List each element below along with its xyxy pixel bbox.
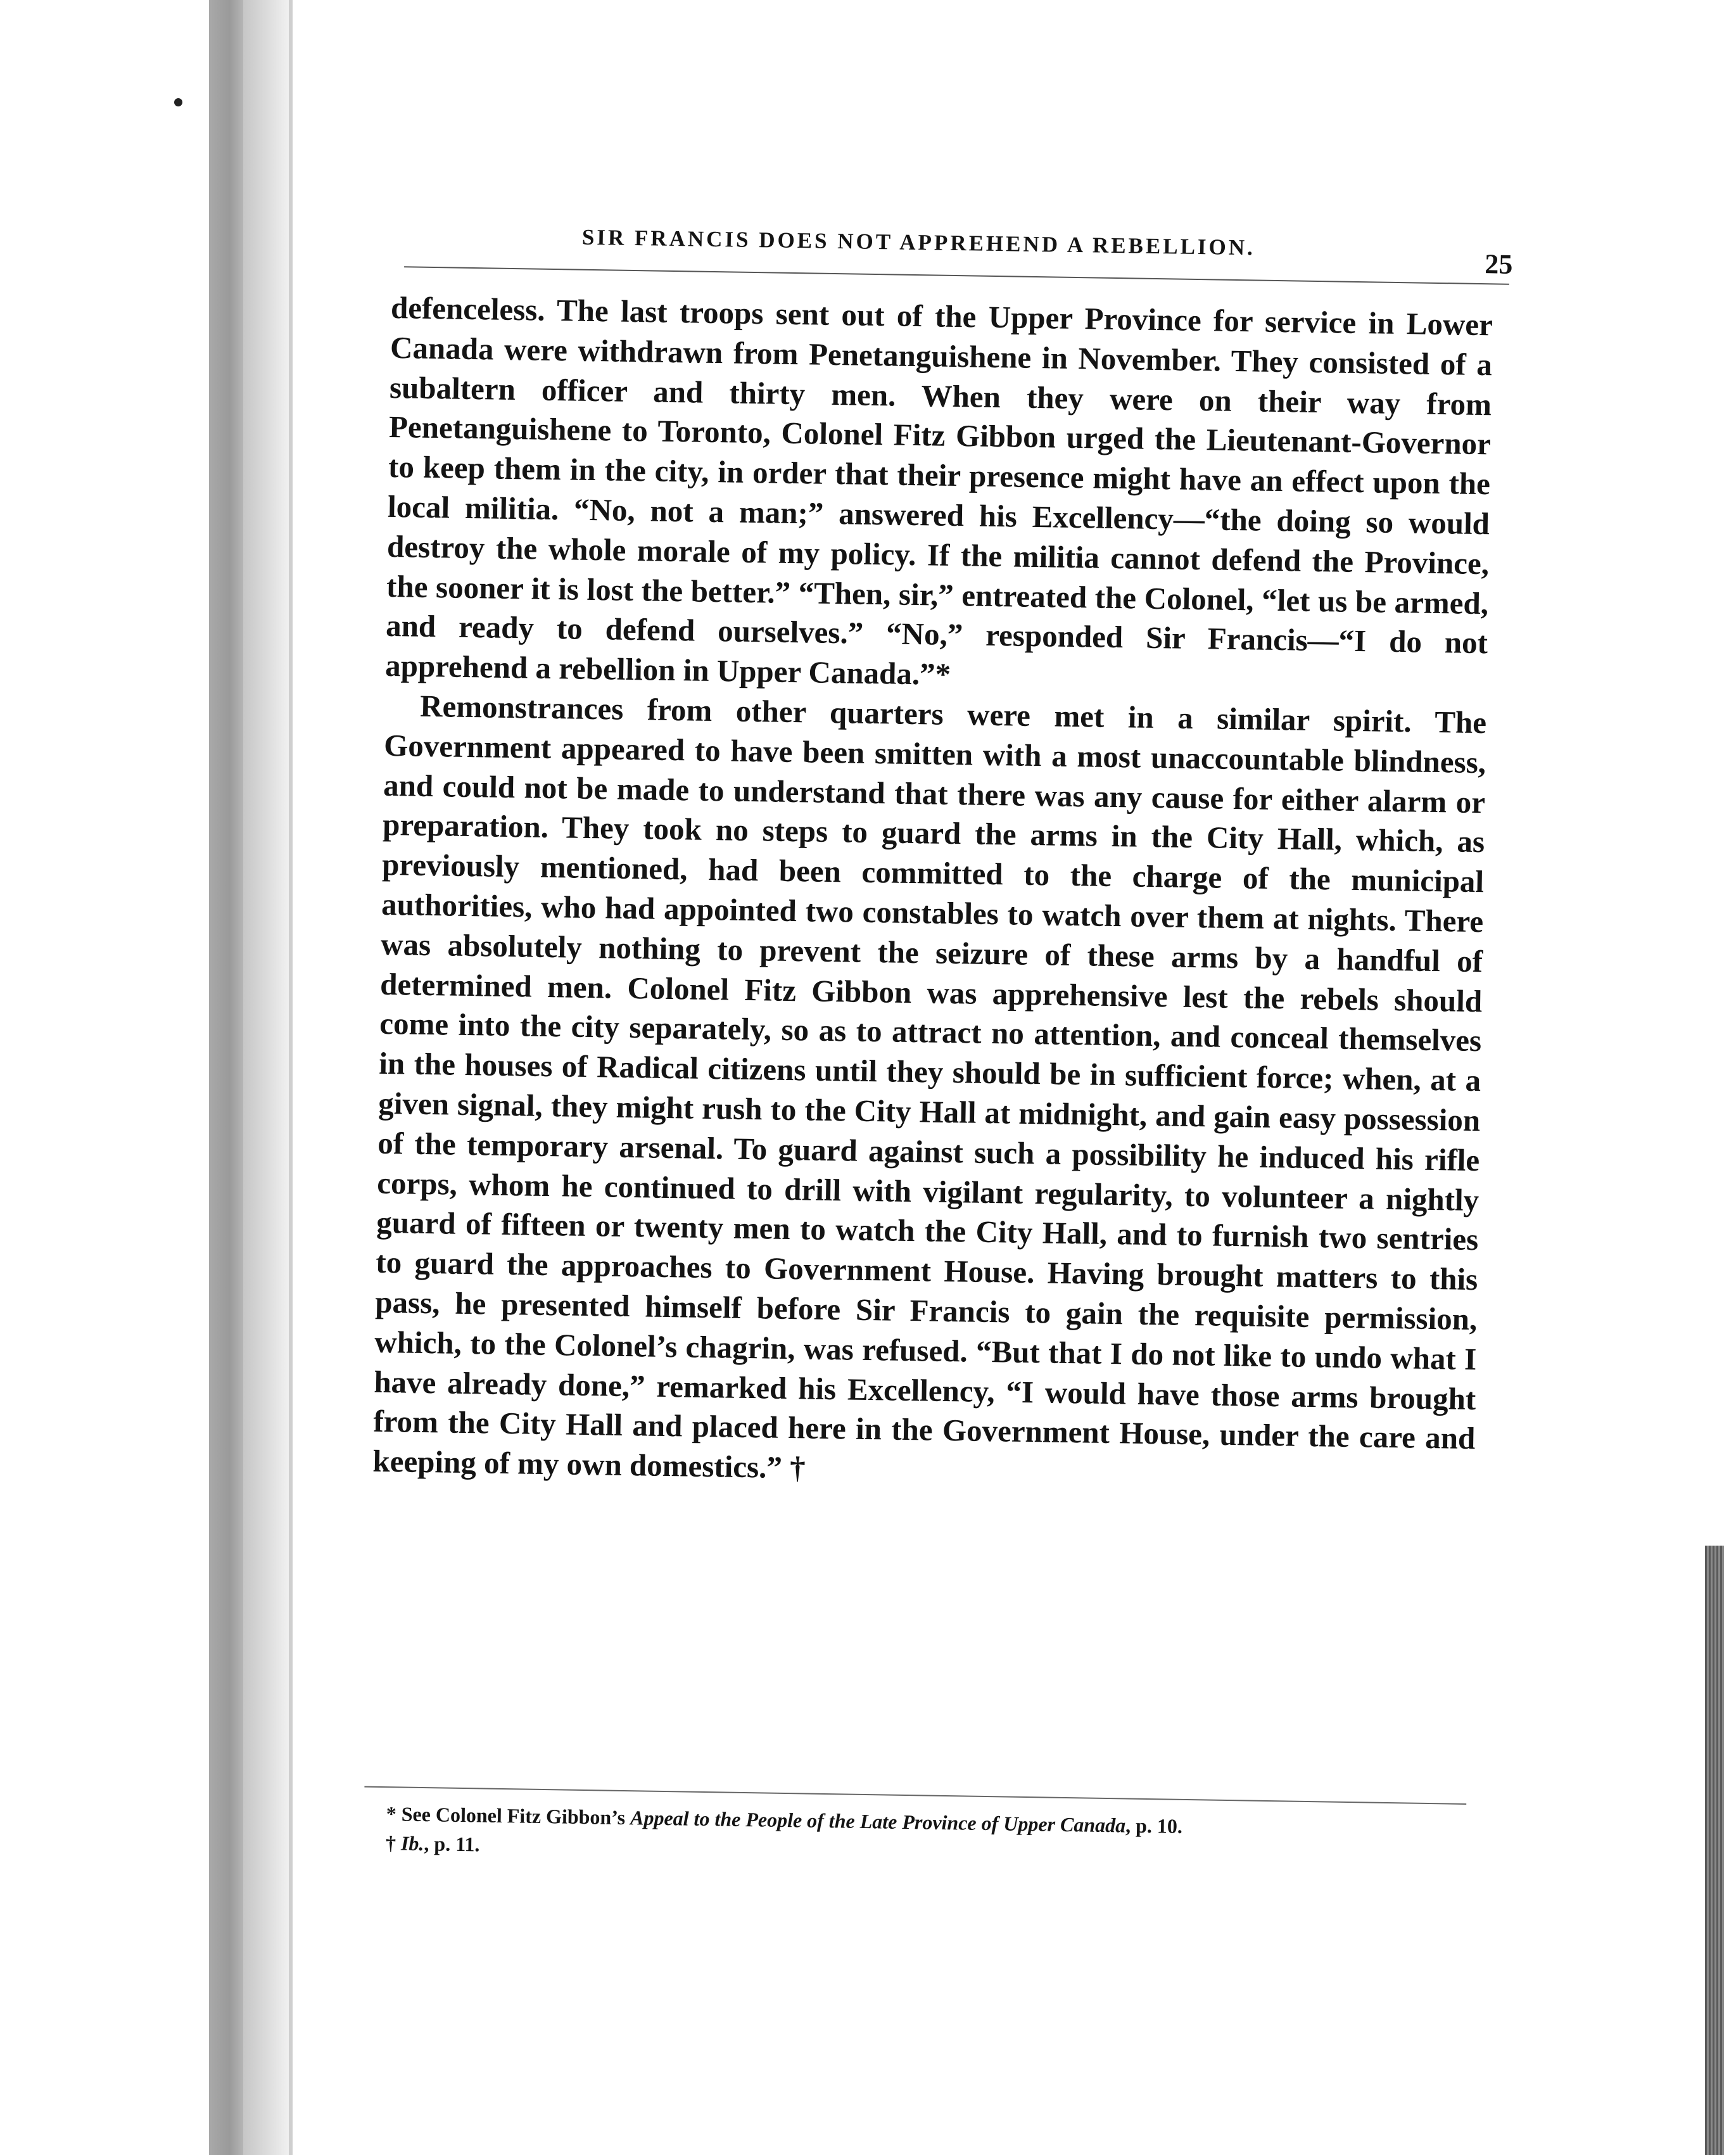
book-page (367, 190, 1513, 1867)
binding-gradient (243, 0, 291, 2155)
body-text (372, 288, 1493, 1499)
book-edge (1705, 1546, 1724, 2155)
page-edge (289, 0, 293, 2155)
footnote-2-suffix: , p. 11. (424, 1832, 480, 1856)
running-head (391, 190, 1513, 280)
footnote-2-ref: Ib. (400, 1831, 424, 1855)
footnote-2-marker: † (385, 1831, 402, 1855)
paragraph-2: Remonstrances from other quarters were met in a similar spirit. The Government appeared to have been smitten with a most unaccountable blindness, and could not be made to understand that there was any cause for either alarm or preparation. They took no steps to guard the arms in the City Hall, which, as previously mentioned, had been committed to the charge of the municipal authorities, who had appointed two constables to watch over them at nights. There was absolutely nothing to prevent the seizure of these arms by a handful of determined men. Colonel Fitz Gibbon was apprehensive lest the rebels should come into the city separately, so as to attract no attention, and conceal themselves in the houses of Radical citizens until they should be in sufficient force; when, at a given signal, they might rush to the City Hall at midnight, and gain easy possession of the temporary arsenal. To guard against such a possibility he induced his rifle corps, whom he continued to drill with vigilant regularity, to volunteer a nightly guard of fifteen or twenty men to watch the City Hall, and to furnish two sentries to guard the approaches to Government House. Having brought matters to this pass, he presented himself before Sir Francis to gain the requisite permission, which, to the Colonel’s chagrin, was refused. “But that I do not like to undo what I have already done,” remarked his Excellency, “I would have those arms brought from the City Hall and placed here in the Government House, under the care and keeping of my own domestics.” † (372, 688, 1487, 1485)
scan-speck (174, 98, 182, 106)
footnotes (386, 1799, 1469, 1874)
footnote-1-title: Appeal to the People of the Late Province of Upper Canada (630, 1806, 1126, 1837)
binding-shadow (209, 0, 243, 2155)
page-number: 25 (1484, 248, 1513, 280)
footnote-1-prefix: * See Colonel Fitz Gibbon’s (386, 1802, 631, 1829)
paragraph-1: defenceless. The last troops sent out of the Upper Province for service in Lower Canada were withdrawn from Penetanguishene in November. They consisted of a subaltern officer and thirty men. When they were on their way from Penetanguishene to Toronto, Colonel Fitz Gibbon urged the Lieutenant-Governor to keep them in the city, in order that their presence might have an effect upon the local militia. “No, not a man;” answered his Excellency—“the doing so would destroy the whole morale of my policy. If the militia cannot defend the Province, the sooner it is lost the better.” “Then, sir,” entreated the Colonel, “let us be armed, and ready to defend ourselves.” “No,” responded Sir Francis—“I do not apprehend a rebellion in Upper Canada.”* (384, 289, 1493, 692)
footnote-1-suffix: , p. 10. (1125, 1814, 1183, 1838)
running-head-title: SIR FRANCIS DOES NOT APPREHEND A REBELLION. (581, 224, 1256, 260)
